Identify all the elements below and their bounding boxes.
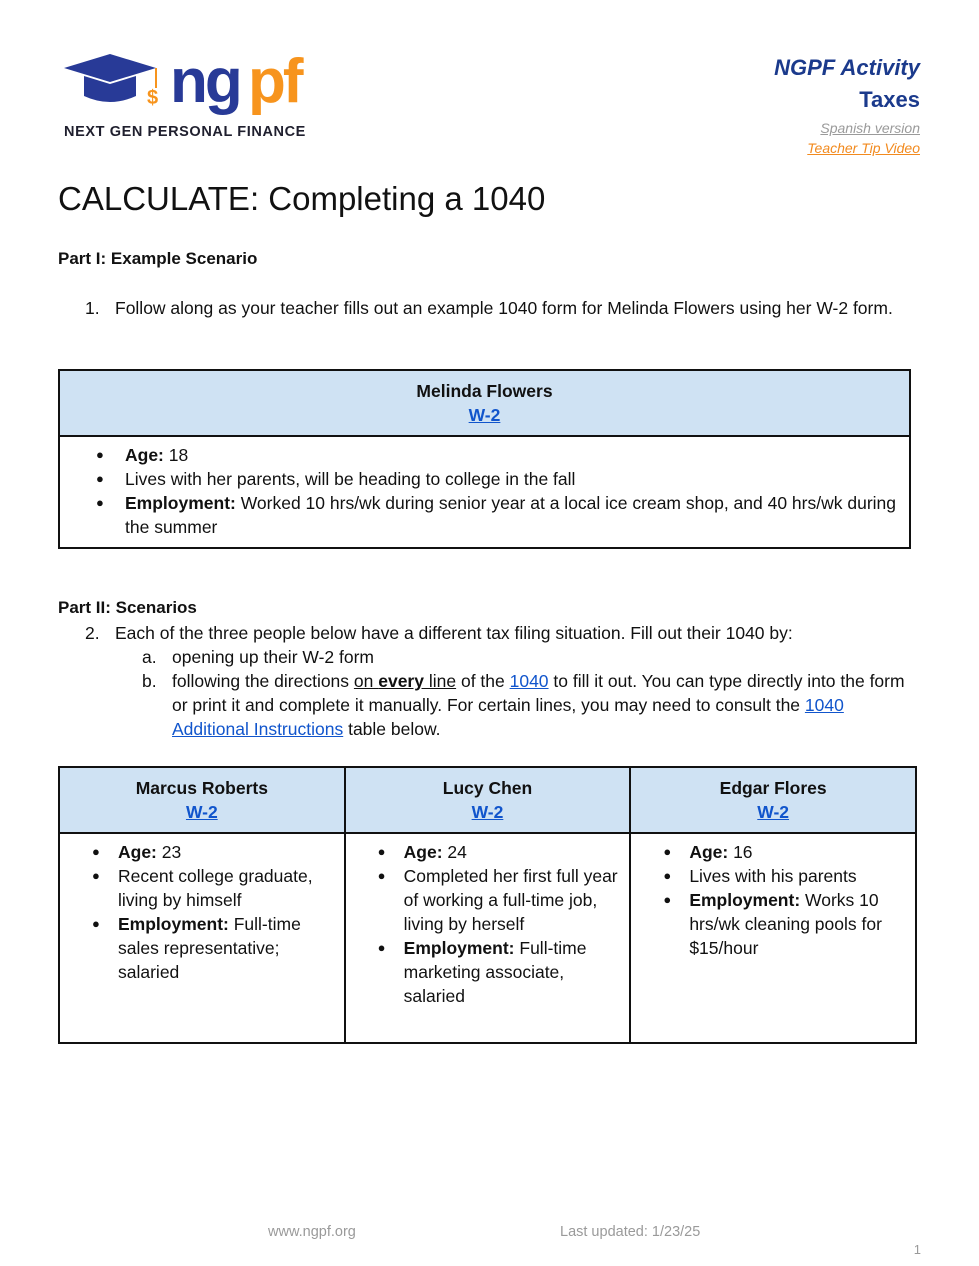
activity-label: NGPF Activity <box>774 55 920 80</box>
scenario-details <box>59 833 345 1043</box>
list-item: ● Employment: Works 10 hrs/wk cleaning pools for $15/hour <box>637 888 909 960</box>
sub-item-a: a. opening up their W-2 form <box>142 647 375 667</box>
list-item: ● Age: 16 <box>637 840 909 864</box>
svg-text:$: $ <box>147 87 159 109</box>
list-item: ● Age: 23 <box>66 840 338 864</box>
topic-label: Taxes <box>859 87 920 112</box>
list-item: ● Age: 24 <box>352 840 624 864</box>
scenarios-table <box>58 766 917 1044</box>
sub-item-b: b. following the directions on every line of the 1040 to fill it out. You can type directly into the form or print it and complete it manually. For certain lines, you may need to consult the 1040 Additional Instructions table below. <box>142 671 905 739</box>
svg-text:ng: ng <box>170 47 240 116</box>
example-name: Melinda Flowers <box>416 381 553 401</box>
logo-tagline: NEXT GEN PERSONAL FINANCE <box>64 124 306 140</box>
list-item: ● Lives with his parents <box>637 864 909 888</box>
scenario-w2-link[interactable]: W-2 <box>185 802 218 822</box>
header-meta <box>774 54 920 158</box>
example-w2-link[interactable]: W-2 <box>468 405 501 425</box>
scenario-details <box>630 833 916 1043</box>
example-details <box>59 436 910 548</box>
example-header <box>59 370 910 436</box>
part1-instruction <box>85 296 915 320</box>
spanish-version-link[interactable]: Spanish version <box>820 120 920 136</box>
list-item: ● Age: 18 <box>66 443 903 467</box>
graduation-cap-icon <box>64 54 156 82</box>
page-title: CALCULATE: Completing a 1040 <box>58 180 546 217</box>
part1-heading: Part I: Example Scenario <box>58 249 258 268</box>
list-item: ● Employment: Full-time sales representative; salaried <box>66 912 338 984</box>
item-number: 1. <box>85 298 100 318</box>
page-number: 1 <box>913 1242 921 1257</box>
list-item: ● Lives with her parents, will be heading to college in the fall <box>66 467 903 491</box>
scenario-w2-link[interactable]: W-2 <box>757 802 790 822</box>
form-1040-link[interactable]: 1040 <box>509 671 549 691</box>
scenario-header: Lucy Chen W-2 <box>345 767 631 833</box>
list-item: ● Employment: Worked 10 hrs/wk during senior year at a local ice cream shop, and 40 hrs/wk during the summer <box>66 491 903 539</box>
additional-instructions-link[interactable]: 1040 Additional Instructions <box>172 695 844 739</box>
teacher-tip-video-link[interactable]: Teacher Tip Video <box>807 140 920 156</box>
scenario-details <box>345 833 631 1043</box>
item-text: Each of the three people below have a different tax filing situation. Fill out their 1040 by: <box>115 623 793 643</box>
part2-heading: Part II: Scenarios <box>58 598 197 617</box>
footer-updated: Last updated: 1/23/25 <box>560 1224 701 1240</box>
list-item: ● Completed her first full year of working a full-time job, living by herself <box>352 864 624 936</box>
list-item: ● Employment: Full-time marketing associate, salaried <box>352 936 624 1008</box>
example-table <box>58 369 911 549</box>
item-number: 2. <box>85 623 100 643</box>
scenario-header: Edgar Flores W-2 <box>630 767 916 833</box>
item-text: Follow along as your teacher fills out an example 1040 form for Melinda Flowers using her W-2 form. <box>115 298 893 318</box>
part2-instruction <box>85 621 925 741</box>
footer-website: www.ngpf.org <box>268 1224 356 1240</box>
list-item: ● Recent college graduate, living by himself <box>66 864 338 912</box>
scenario-w2-link[interactable]: W-2 <box>471 802 504 822</box>
svg-text:pf: pf <box>248 47 301 116</box>
scenario-header: Marcus Roberts W-2 <box>59 767 345 833</box>
